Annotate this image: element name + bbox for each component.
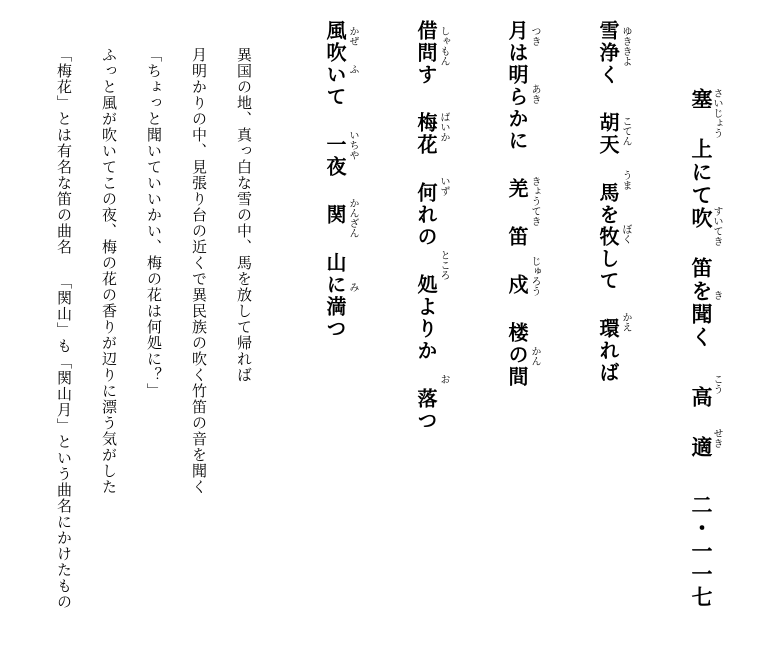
poem-line-4: 風吹いて 一夜 関 山に満つ: [323, 20, 347, 340]
ruby-author-kou: こう: [711, 374, 722, 394]
ruby-l2-aki: あき: [529, 84, 540, 104]
poem-line-2: 月は明らかに 羌 笛 戍 楼の間: [505, 20, 529, 388]
ruby-l3-shamon: しゃもん: [438, 26, 449, 66]
translation-line-4: ふっと風が吹いてこの夜、梅の花の香りが辺りに漂う気がした: [100, 47, 118, 495]
ruby-l2-tsuki: つき: [529, 26, 540, 46]
ruby-l2-jurou: じゅろう: [529, 256, 540, 296]
translation-line-1: 異国の地、真っ白な雪の中、馬を放して帰れば: [235, 47, 253, 383]
ruby-l3-tokoro: ところ: [438, 250, 449, 280]
ruby-l4-mi: み: [347, 282, 358, 292]
ruby-l1-uma: うま: [620, 170, 631, 190]
translation-line-5: 「梅花」とは有名な笛の曲名 「関山」も「関山月」という曲名にかけたもの: [55, 47, 73, 610]
ruby-l1-kae: かえ: [620, 312, 631, 332]
ruby-l4-fu: ふ: [347, 64, 358, 74]
ruby-l1-yukikiyo: ゆききよ: [620, 26, 631, 66]
ruby-l3-baika: ばいか: [438, 112, 449, 142]
ruby-l1-boku: ぼく: [620, 224, 631, 244]
ruby-author-seki: せき: [711, 428, 722, 448]
ruby-l1-koten: こてん: [620, 116, 631, 146]
translation-line-2: 月明かりの中、見張り台の近くで異民族の吹く竹笛の音を聞く: [190, 47, 208, 495]
poem-line-3: 借問す 梅花 何れの 処よりか 落つ: [414, 20, 438, 432]
ruby-title-ki: き: [711, 290, 722, 300]
translation-line-3: 「ちょっと聞いていいかい、梅の花は何処に？」: [145, 47, 163, 399]
ruby-l2-kan: かん: [529, 346, 540, 366]
ruby-l4-kanzan: かんざん: [347, 198, 358, 238]
ruby-title-saijou: さいじょう: [711, 88, 722, 138]
poem-number: 二・一一七: [689, 494, 714, 609]
ruby-l3-o: お: [438, 374, 449, 384]
poem-author: 高 適: [689, 386, 714, 459]
ruby-l2-kyouteki: きょうてき: [529, 176, 540, 226]
poem-line-1: 雪浄く 胡天 馬を牧して 環れば: [596, 20, 620, 384]
ruby-title-suiteki: すいてき: [711, 206, 722, 246]
poem-title: 塞 上にて吹 笛を聞く: [689, 88, 714, 349]
ruby-l4-ichiya: いちや: [347, 130, 358, 160]
ruby-l4-kaze: かぜ: [347, 26, 358, 46]
ruby-l3-izu: いず: [438, 176, 449, 196]
